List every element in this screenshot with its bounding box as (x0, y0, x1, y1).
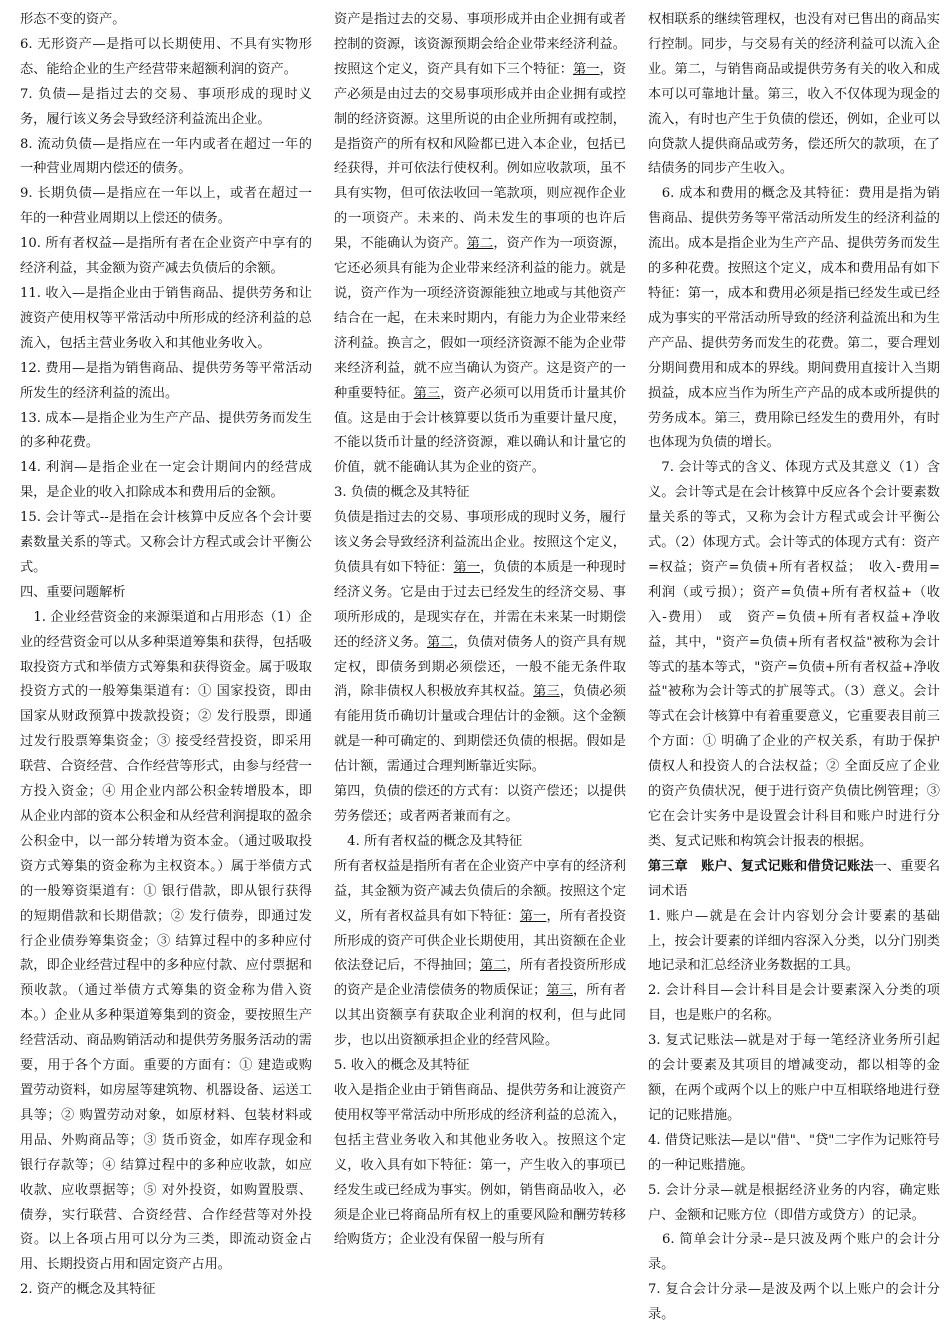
text-run: ，负债对债务人的资产具有规定权，即债务到期必须偿还，一般不能无条件取消，除非债权人积极放弃其权益。 (334, 634, 627, 700)
text-run: ，负债的本质是一种现时经济义务。它是由于过去已经发生的经济交易、事项所形成的，是现实存在，并需在未来某一时期偿还的经济义务。 (334, 559, 627, 650)
text-run: ，资产必须可以用货币计量其价值。这是由于会计核算要以货币为重要计量尺度，不能以货币计量的经济资源，难以确认和计量它的价值，就不能确认其为企业的资产。 (334, 385, 627, 476)
text-run: ，所有者投资所形成的资产可供企业长期使用，其出资额在企业依法登记后，不得抽回； (334, 908, 627, 974)
text-run: 14. 利润—是指企业在一定会计期间内的经营成果，是企业的收入扣除成本和费用后的金额。 (20, 460, 312, 501)
paragraph (20, 456, 312, 506)
text-run: 收入是指企业由于销售商品、提供劳务和让渡资产使用权等平常活动中所形成的经济利益的总流入，包括主营业务收入和其他业务收入。按照这个定义，收入具有如下特征：第一，产生收入的事项已经发生或已经成为事实。例如，销售商品收入，必须是企业已将商品所有权上的重要风险和酬劳转移给购货方；企业没有保留一般与所有 (334, 1082, 626, 1248)
underlined-ordinal: 第二 (479, 958, 507, 974)
paragraph (20, 1278, 312, 1303)
paragraph (334, 1054, 626, 1079)
text-run: 6. 简单会计分录--是只波及两个账户的会计分录。 (648, 1232, 940, 1273)
paragraph (20, 581, 312, 606)
paragraph (334, 1079, 626, 1253)
underlined-ordinal: 第二 (426, 634, 454, 650)
paragraph (648, 1179, 940, 1229)
text-run: 2. 资产的概念及其特征 (20, 1282, 156, 1298)
paragraph (648, 8, 940, 182)
paragraph (648, 182, 940, 456)
paragraph (20, 182, 312, 232)
paragraph (334, 830, 626, 855)
text-run: 1. 企业经营资金的来源渠道和占用形态（1）企业的经营资金可以从多种渠道筹集和获得，包括吸取投资方式和举债方式筹集和获得资金。属于吸取投资方式的一般筹集渠道有：① 国家投资，即由国家从财政预算中拨款投资；② 发行股票，即通过发行股票筹集资金；③ 接受经营投资，即采用联营、合资经营、合作经营等形式，由参与经营一方投入资金；④ 用企业内部公积金转增股本，即从企业内部的资本公积金和从经营利润提取的盈余公积金中，以一部分转增为资本金。（通过吸取投资方式筹集的资金称为主权资本。）属于举债方式的一般筹资渠道有：① 银行借款，即从银行获得的短期借款和长期借款；② 发行债券，即通过发行企业债券筹集资金；③ 结算过程中的多种应付款，即企业经营过程中的多种应付款、应付票据和预收款。（通过举债方式筹集的资金称为借入资本。）企业从多种渠道筹集到的资金，要按照生产经营活动、商品购销活动和提供劳务服务活动的需要，用于各个方面。重要的方面有：① 建造或购置劳动资料，如房屋等建筑物、机器设备、运送工具等；② 购置劳动对象，如原材料、包装材料或用品、外购商品等；③ 货币资金，如库存现金和银行存款等；④ 结算过程中的多种应收款，如应收款、应收票据等；⑤ 对外投资，如购置股票、债券，实行联营、合资经营、合作经营等对外投资。以上各项占用可以分为三类，即流动资金占用、长期投资占用和固定资产占用。 (20, 609, 312, 1273)
paragraph (334, 780, 626, 830)
paragraph (20, 33, 312, 83)
text-run: 负债是指过去的交易、事项形成的现时义务，履行该义务会导致经济利益流出企业。按照这个定义，负债具有如下特征： (334, 510, 626, 575)
text-run: 11. 收入—是指企业由于销售商品、提供劳务和让渡资产使用权等平常活动中所形成的经济利益的总流入，包括主营业务收入和其他业务收入。 (20, 285, 312, 351)
text-run: 3. 负债的概念及其特征 (334, 485, 470, 501)
text-run: 4. 借贷记账法—是以"借"、"贷"二字作为记账符号的一种记账措施。 (648, 1132, 940, 1173)
text-run: 4. 所有者权益的概念及其特征 (334, 833, 523, 849)
paragraph (648, 1029, 940, 1129)
paragraph (648, 979, 940, 1029)
text-run: ，所有者投资所形成的资产是企业清偿债务的物质保证； (334, 958, 627, 999)
paragraph (648, 855, 940, 905)
underlined-ordinal: 第三 (533, 684, 560, 700)
paragraph (20, 8, 312, 33)
text-column-right (648, 8, 940, 1328)
text-run: 10. 所有者权益—是指所有者在企业资产中享有的经济利益，其金额为资产减去负债后的余额。 (20, 236, 312, 277)
paragraph (20, 506, 312, 581)
paragraph (20, 83, 312, 133)
text-run: 9. 长期负债—是指应在一年以上，或者在超过一年的一种营业周期以上偿还的债务。 (20, 186, 312, 227)
chapter-heading: 第三章 账户、复式记账和借贷记账法 (648, 858, 874, 874)
underlined-ordinal: 第二 (466, 236, 494, 252)
text-run: 1. 账户—就是在会计内容划分会计要素的基础上，按会计要素的详细内容深入分类，以分门别类地记录和汇总经济业务数据的工具。 (648, 908, 940, 974)
text-run: 3. 复式记账法—就是对于每一笔经济业务所引起的会计要素及其项目的增减变动，都以相等的金额，在两个或两个以上的账户中互相联络地进行登记的记账措施。 (648, 1033, 940, 1123)
text-column-middle (334, 8, 626, 1253)
text-run: 5. 会计分录—就是根据经济业务的内容，确定账户、金额和记账方位（即借方或贷方）的记录。 (648, 1182, 940, 1223)
text-run: ，资产必须是由过去的交易事项形成并由企业拥有或控制的经济资源。这里所说的由企业所拥有或控制，是指资产的所有权和风险都已进入本企业，包括已经获得，并可依法行使权利。例如应收款项，虽不具有实物，但可依法收回一笔款项，则应视作企业的一项资产。未来的、尚未发生的事项的也许后果，不能确认为资产。 (334, 61, 627, 252)
paragraph (20, 407, 312, 457)
text-run: 5. 收入的概念及其特征 (334, 1058, 470, 1074)
text-run: 第四，负债的偿还的方式有：以资产偿还；以提供劳务偿还；或者两者兼而有之。 (334, 784, 626, 824)
text-run: 12. 费用—是指为销售商品、提供劳务等平常活动所发生的经济利益的流出。 (20, 360, 312, 401)
paragraph (20, 232, 312, 282)
text-run: 一、重要名词术语 (648, 858, 941, 899)
text-run: ，所有者以其出资额享有获取企业利润的权利，但与此同步，也以出资额承担企业的经营风险。 (334, 983, 627, 1049)
text-run: 2. 会计科目—会计科目是会计要素深入分类的项目，也是账户的名称。 (648, 983, 940, 1024)
text-run: 权相联系的继续管理权，也没有对已售出的商品实行控制。同步，与交易有关的经济利益可以流入企业。第二，与销售商品或提供劳务有关的收入和成本可以可靠地计量。第三，收入不仅体现为现金的流入，有时也产生于负债的偿还，例如，企业可以向贷款人提供商品或劳务，偿还所欠的款项，在了结债务的同步产生收入。 (648, 12, 940, 177)
underlined-ordinal: 第一 (519, 908, 547, 924)
text-run: 7. 负债—是指过去的交易、事项形成的现时义务，履行该义务会导致经济利益流出企业。 (20, 86, 312, 127)
text-run: 7. 复合会计分录—是波及两个以上账户的会计分录。 (648, 1282, 940, 1323)
paragraph (648, 456, 940, 855)
paragraph (20, 133, 312, 183)
text-run: 形态不变的资产。 (20, 12, 126, 27)
paragraph (334, 481, 626, 506)
paragraph (648, 1129, 940, 1179)
paragraph (20, 606, 312, 1278)
text-run: 所有者权益是指所有者在企业资产中享有的经济利益，其金额为资产减去负债后的余额。按照这个定义，所有者权益具有如下特征： (334, 858, 626, 924)
text-run: 资产是指过去的交易、事项形成并由企业拥有或者控制的资源，该资源预期会给企业带来经济利益。按照这个定义，资产具有如下三个特征： (334, 12, 626, 77)
text-run: 四、重要问题解析 (20, 584, 126, 600)
text-run: 6. 无形资产—是指可以长期使用、不具有实物形态、能给企业的生产经营带来超额利润的资产。 (20, 36, 312, 77)
paragraph (334, 506, 626, 780)
text-run: ，负债必须有能用货币确切计量或合理估计的金额。这个金额就是一种可确定的、到期偿还负债的根据。假如是估计额，需通过合理判断靠近实际。 (334, 684, 627, 775)
underlined-ordinal: 第一 (453, 559, 481, 575)
text-run: 15. 会计等式--是指在会计核算中反应各个会计要素数量关系的等式。又称会计方程式或会计平衡公式。 (20, 510, 312, 575)
paragraph (648, 905, 940, 980)
underlined-ordinal: 第三 (546, 983, 573, 999)
paragraph (20, 282, 312, 357)
underlined-ordinal: 第三 (413, 385, 441, 401)
paragraph (20, 357, 312, 407)
paragraph (334, 855, 626, 1054)
text-run: 13. 成本—是指企业为生产产品、提供劳务而发生的多种花费。 (20, 410, 312, 451)
text-run: 8. 流动负债—是指应在一年内或者在超过一年的一种营业周期内偿还的债务。 (20, 136, 312, 177)
text-column-left (20, 8, 312, 1303)
text-run: 7. 会计等式的含义、体现方式及其意义（1）含义。会计等式是在会计核算中反应各个会计要素数量关系的等式，又称为会计方程式或会计平衡公式。（2）体现方式。会计等式的体现方式有：资产=权益；资产=负债+所有者权益； 收入-费用=利润（或亏损）；资产=负债+所有者权益+（收入-费用） 或 资产=负债+所有者权益+净收益，其中，"资产=负债+所有者权益"被称为会计等式的基本等式，"资产=负债+所有者权益+净收益"被称为会计等式的扩展等式。（3）意义。会计等式在会计核算中有着重要意义，它重要表目前三个方面：① 明确了企业的产权关系，有助于保护债权人和投资人的合法权益；② 全面反应了企业的资产负债状况，便于进行资产负债比例管理；③ 它在会计实务中是设置会计科目和账户时进行分类、复式记账和构筑会计报表的根据。 (648, 460, 940, 849)
paragraph (334, 8, 626, 481)
underlined-ordinal: 第一 (572, 61, 600, 77)
paragraph (648, 1278, 940, 1328)
text-run: ，资产作为一项资源，它还必须具有能为企业带来经济利益的能力。就是说，资产作为一项经济资源能独立地或与其他资产结合在一起，在未来时期内，有能力为企业带来经济利益。换言之，假如一项经济资源不能为企业带来经济利益，就不应当确认为资产。这是资产的一种重要特征。 (334, 236, 627, 401)
text-run: 6. 成本和费用的概念及其特征：费用是指为销售商品、提供劳务等平常活动所发生的经济利益的流出。成本是指企业为生产产品、提供劳务而发生的多种花费。按照这个定义，成本和费用品有如下特征：第一，成本和费用必须是指已经发生或已经成为事实的平常活动所导致的经济利益流出和为生产产品、提供劳务而发生的花费。第二，要合理划分期间费用和成本的界线。期间费用直接计入当期损益，成本应当作为所生产产品的成本或所提供的劳务成本。第三，费用除已经发生的费用外，有时也体现为负债的增长。 (648, 186, 940, 451)
paragraph (648, 1228, 940, 1278)
